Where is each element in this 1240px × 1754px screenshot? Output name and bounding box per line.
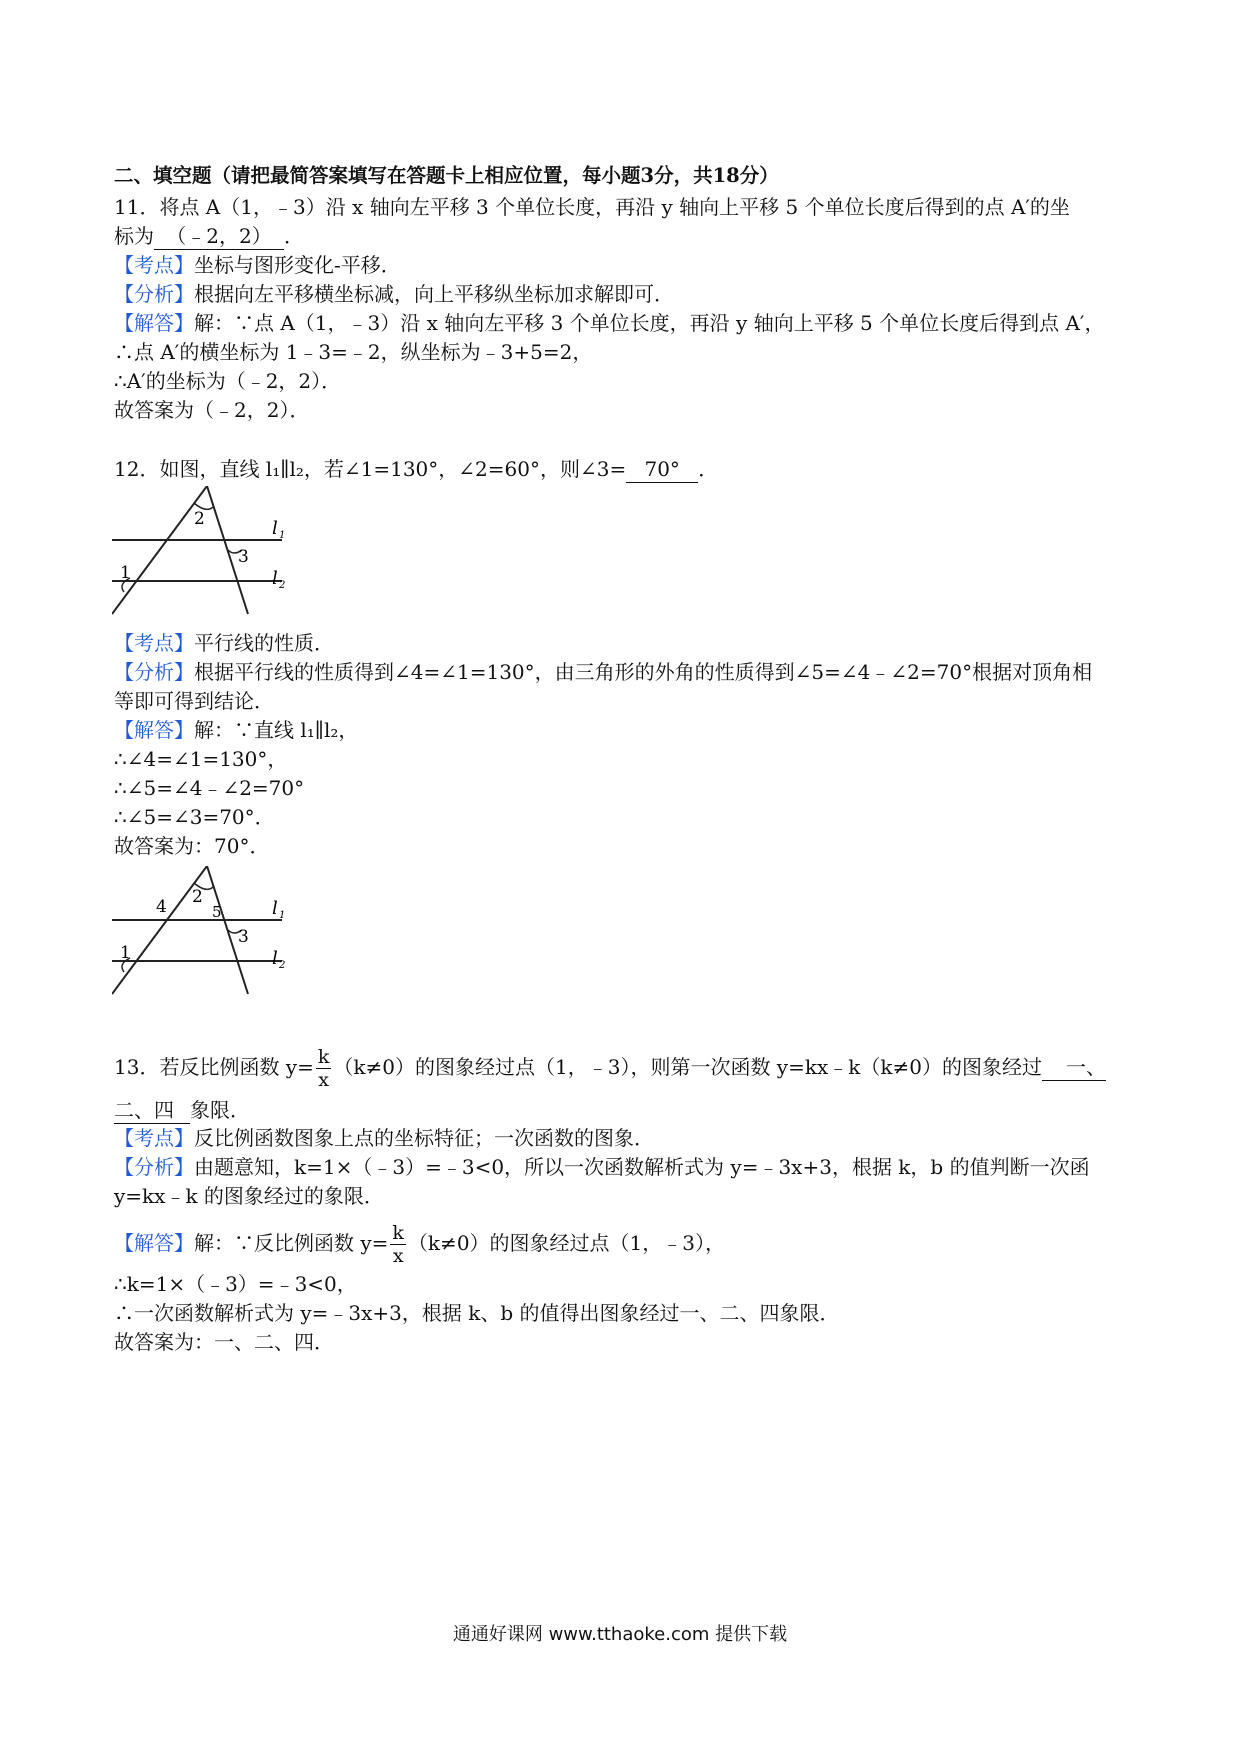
q11-fenxi-text: 根据向左平移横坐标减，向上平移纵坐标加求解即可． — [194, 282, 674, 306]
kaodian-tag: 【考点】 — [114, 253, 194, 277]
fenxi-tag: 【分析】 — [114, 282, 194, 306]
q13-fenxi — [114, 1153, 1090, 1181]
q13-kaodian-text: 反比例函数图象上点的坐标特征；一次函数的图象． — [194, 1126, 654, 1150]
q13-answer-blank-2: 二、四 — [114, 1097, 190, 1124]
fig2-angle5-label: 5 — [212, 903, 222, 921]
q11-kaodian — [114, 251, 401, 279]
q11-jieda-text: 解：∵点 A（1，﹣3）沿 x 轴向左平移 3 个单位长度，再沿 y 轴向上平移 5 个单位长度后得到点 A′， — [194, 311, 1105, 335]
q12-jieda-text: 解：∵直线 l₁∥l₂， — [194, 718, 359, 742]
fig2-angle4-label: 4 — [156, 897, 167, 917]
q12-suffix: ． — [698, 457, 719, 481]
q12-answer-blank: 70° — [626, 456, 698, 483]
footer-credit: 通通好课网 www.tthaoke.com 提供下载 — [452, 1624, 788, 1645]
fig2-l1-sub: 1 — [279, 910, 286, 921]
q13-answer-line — [114, 1096, 250, 1124]
parallel-lines-figure-1 — [112, 486, 332, 616]
q13-answer-blank-1: 一、 — [1042, 1054, 1106, 1081]
jieda-tag: 【解答】 — [114, 311, 194, 335]
q12-conclusion: 故答案为：70°． — [114, 834, 270, 858]
fenxi-tag: 【分析】 — [114, 660, 194, 684]
q13-fenxi-text: 由题意知，k=1×（﹣3）=﹣3<0，所以一次函数解析式为 y=﹣3x+3，根据 k，b 的值判断一次函 — [194, 1155, 1090, 1179]
q12-jieda-2: ∴∠4=∠1=130°， — [114, 747, 288, 771]
q13-kaodian — [114, 1124, 654, 1152]
q11-kaodian-text: 坐标与图形变化-平移． — [194, 253, 401, 277]
q12-jieda-4: ∴∠5=∠3=70°． — [114, 805, 275, 829]
fig1-l1-sub: 1 — [279, 530, 286, 541]
q13-jieda-fraction — [390, 1222, 406, 1267]
q13-jieda-frac-num: k — [392, 1222, 404, 1244]
q12-jieda-3: ∴∠5=∠4﹣∠2=70° — [114, 776, 305, 800]
fig2-l1-label: l — [272, 898, 278, 919]
q11-answer-blank: （﹣2，2） — [154, 223, 284, 250]
fig2-angle3-label: 3 — [238, 927, 249, 947]
kaodian-tag: 【考点】 — [114, 631, 194, 655]
kaodian-tag: 【考点】 — [114, 1126, 194, 1150]
fig2-angle2-label: 2 — [192, 887, 203, 907]
q12-fenxi — [114, 658, 1092, 686]
fig2-l2-sub: 2 — [279, 960, 286, 971]
q13-conclusion: 故答案为：一、二、四． — [114, 1330, 334, 1354]
fig2-l2-label: l — [272, 948, 278, 969]
fig1-l1-label: l — [272, 518, 278, 539]
q13-jieda-prefix: 解：∵反比例函数 y= — [194, 1231, 389, 1255]
fig2-angle1-label: 1 — [120, 943, 131, 963]
q12-stem — [114, 455, 718, 483]
fig1-angle3-label: 3 — [238, 547, 249, 567]
q13-middle: （k≠0）的图象经过点（1，﹣3），则第一次函数 y=kx﹣k（k≠0）的图象经过 — [333, 1055, 1042, 1079]
fig1-angle2-label: 2 — [194, 509, 205, 529]
q11-prefix: 标为 — [114, 224, 154, 248]
q13-jieda-frac-den: x — [392, 1245, 404, 1267]
q12-prefix: 12．如图，直线 l₁∥l₂，若∠1=130°，∠2=60°，则∠3= — [114, 457, 627, 481]
q13-jieda-suffix: （k≠0）的图象经过点（1，﹣3）， — [407, 1231, 725, 1255]
q11-conclusion: 故答案为（﹣2，2）． — [114, 398, 310, 422]
q13-jieda-3: ∴一次函数解析式为 y=﹣3x+3，根据 k、b 的值得出图象经过一、二、四象限． — [114, 1301, 840, 1325]
q11-suffix: ． — [284, 224, 304, 248]
q13-jieda — [114, 1222, 725, 1267]
q13-prefix: 13．若反比例函数 y= — [114, 1055, 314, 1079]
q11-jieda — [114, 309, 1104, 337]
section-title: 二、填空题（请把最简答案填写在答题卡上相应位置，每小题3分，共18分） — [114, 164, 779, 187]
fig1-angle1-label: 1 — [120, 563, 131, 583]
q11-jieda-2: ∴点 A′的横坐标为 1﹣3=﹣2，纵坐标为﹣3+5=2， — [114, 340, 593, 364]
q12-fenxi-text: 根据平行线的性质得到∠4=∠1=130°，由三角形的外角的性质得到∠5=∠4﹣∠2=70°根据对顶角相 — [194, 660, 1093, 684]
q13-stem — [114, 1046, 1106, 1091]
fenxi-tag: 【分析】 — [114, 1155, 194, 1179]
q12-kaodian — [114, 629, 334, 657]
q11-jieda-3: ∴A′的坐标为（﹣2，2）． — [114, 369, 342, 393]
q11-answer-line — [114, 222, 304, 250]
q13-suffix: 象限． — [190, 1098, 250, 1122]
jieda-tag: 【解答】 — [114, 718, 194, 742]
q13-frac-den: x — [318, 1069, 329, 1091]
fig1-l2-sub: 2 — [279, 580, 286, 591]
q11-fenxi — [114, 280, 674, 308]
fig1-l2-label: l — [272, 568, 278, 589]
jieda-tag: 【解答】 — [114, 1231, 194, 1255]
parallel-lines-figure-2 — [112, 866, 332, 996]
q11-stem: 11．将点 A（1，﹣3）沿 x 轴向左平移 3 个单位长度，再沿 y 轴向上平移 5 个单位长度后得到的点 A′的坐 — [114, 195, 1070, 219]
q12-fenxi-2: 等即可得到结论． — [114, 689, 274, 713]
q13-fraction — [316, 1046, 332, 1091]
q13-frac-num: k — [317, 1046, 330, 1068]
q13-jieda-2: ∴k=1×（﹣3）=﹣3<0， — [114, 1272, 357, 1296]
q12-jieda — [114, 716, 358, 744]
q12-kaodian-text: 平行线的性质． — [194, 631, 334, 655]
q13-fenxi-2: y=kx﹣k 的图象经过的象限． — [114, 1184, 384, 1208]
